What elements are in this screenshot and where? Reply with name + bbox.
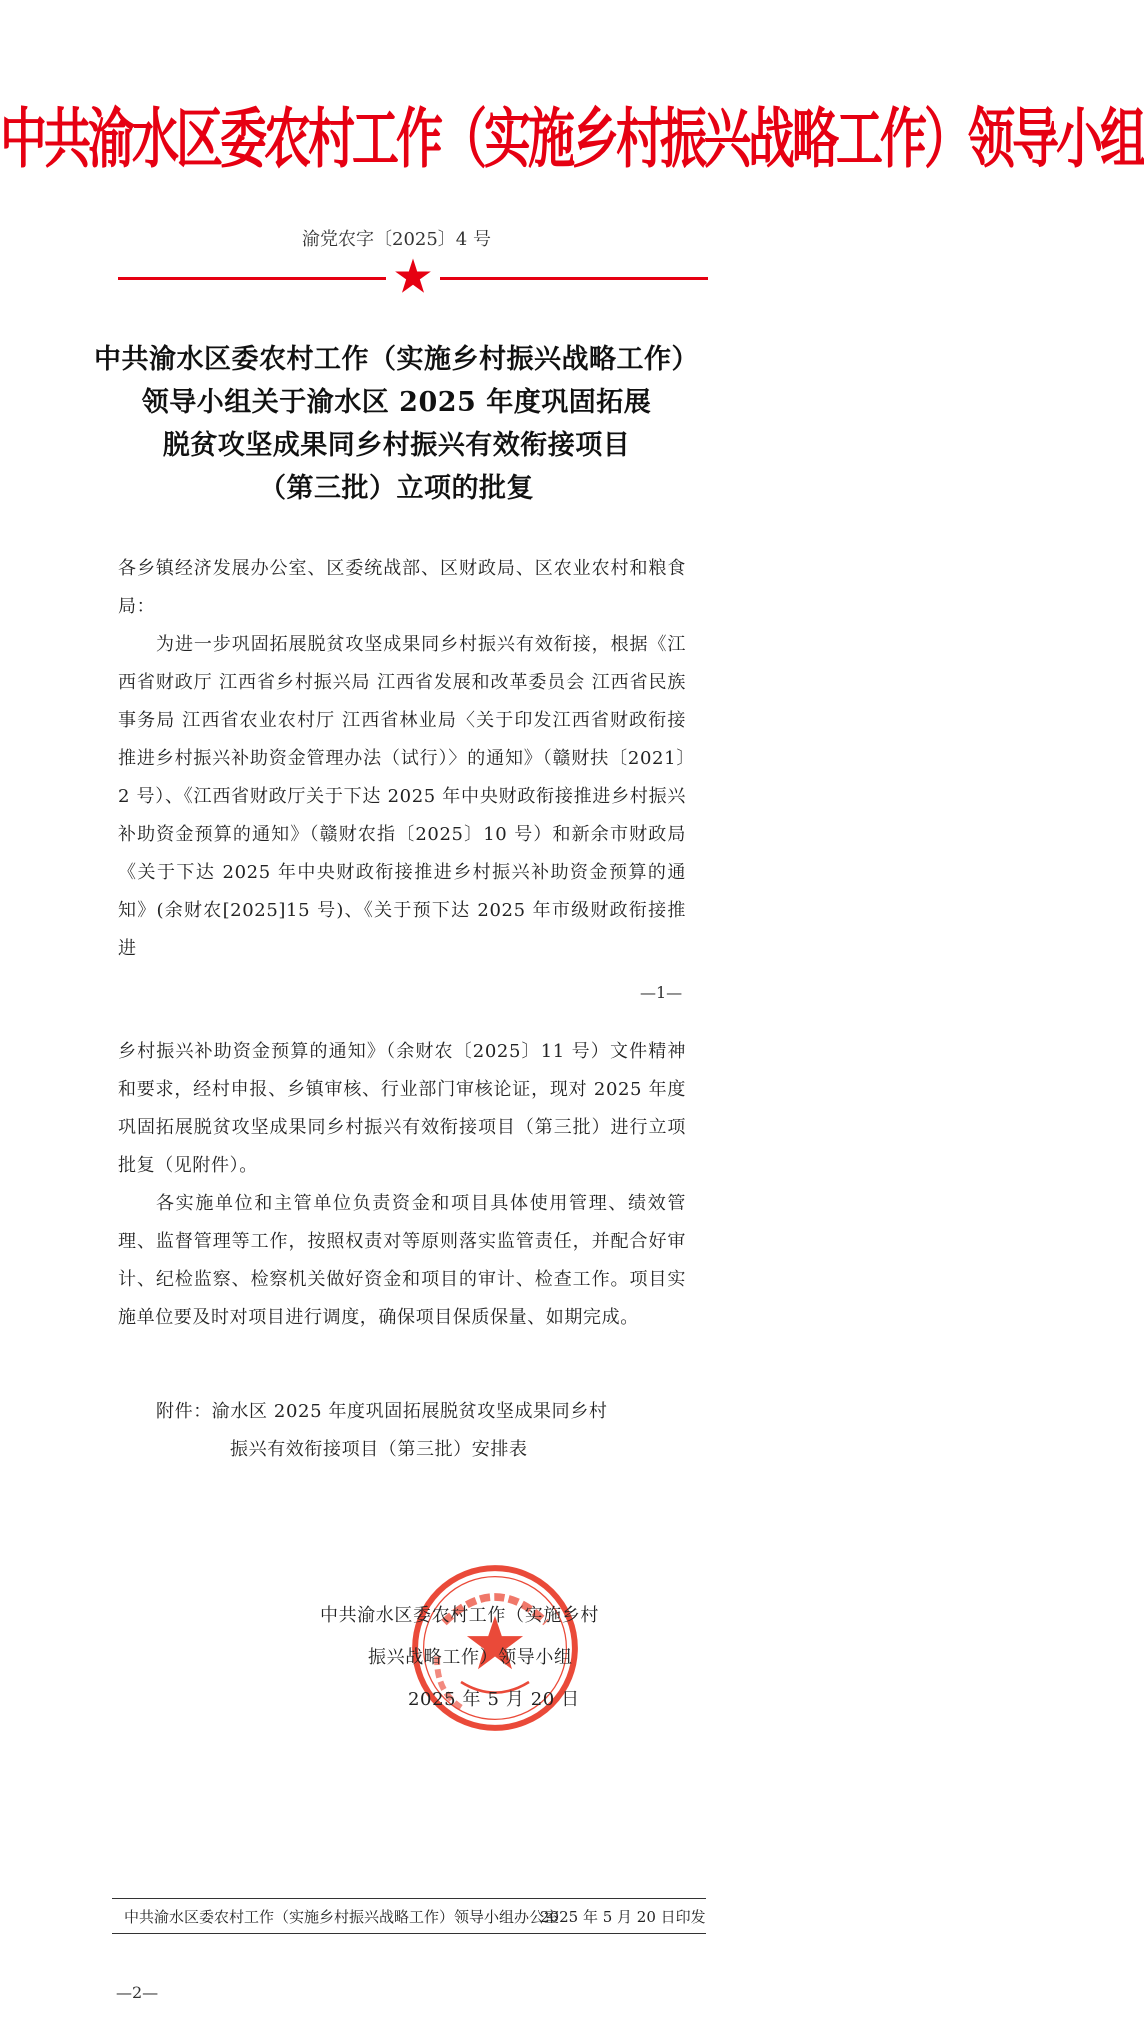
page-number-2: —2— xyxy=(116,1983,159,2002)
title-line: （第三批）立项的批复 xyxy=(259,473,534,504)
footer-rule-bottom xyxy=(112,1933,706,1934)
attachment-line: 附件：渝水区 2025 年度巩固拓展脱贫攻坚成果同乡村 xyxy=(156,1401,608,1422)
attachment-line: 振兴有效衔接项目（第三批）安排表 xyxy=(230,1439,528,1460)
document-title xyxy=(90,338,703,510)
red-star-icon xyxy=(394,257,432,295)
title-line: 中共渝水区委农村工作（实施乡村振兴战略工作） xyxy=(94,344,699,375)
signature-organization: 中共渝水区委农村工作（实施乡村 xyxy=(320,1605,599,1626)
document-number: 渝党农字〔2025〕4 号 xyxy=(302,229,491,250)
body-paragraph-1-continued: 乡村振兴补助资金预算的通知》（余财农〔2025〕11 号）文件精神和要求，经村申报、乡镇审核、行业部门审核论证，现对 2025 年度巩固拓展脱贫攻坚成果同乡村振兴有效衔接项目（第三批）进行立项批复（见附件）。 xyxy=(118,1041,686,1176)
signature-date: 2025 年 5 月 20 日 xyxy=(408,1689,580,1710)
issuer-office: 中共渝水区委农村工作（实施乡村振兴战略工作）领导小组办公室 xyxy=(124,1908,560,1926)
signature-organization: 振兴战略工作）领导小组 xyxy=(368,1647,573,1668)
page-number-1: —1— xyxy=(640,983,683,1002)
footer-rule-top xyxy=(112,1898,706,1899)
print-date: 2025 年 5 月 20 日印发 xyxy=(540,1908,706,1926)
red-header-title: 中共渝水区委农村工作（实施乡村振兴战略工作）领导小组 xyxy=(0,101,1144,178)
body-paragraph-2: 各实施单位和主管单位负责资金和项目具体使用管理、绩效管理、监督管理等工作，按照权责对等原则落实监管责任，并配合好审计、纪检监察、检察机关做好资金和项目的审计、检查工作。项目实施单位要及时对项目进行调度，确保项目保质保量、如期完成。 xyxy=(118,1193,686,1328)
recipients: 各乡镇经济发展办公室、区委统战部、区财政局、区农业农村和粮食局： xyxy=(118,558,686,617)
red-divider-right xyxy=(440,277,708,280)
title-line: 领导小组关于渝水区 2025 年度巩固拓展 xyxy=(141,387,652,418)
body-paragraph-1: 为进一步巩固拓展脱贫攻坚成果同乡村振兴有效衔接，根据《江西省财政厅 江西省乡村振兴局 江西省发展和改革委员会 江西省民族事务局 江西省农业农村厅 江西省林业局〈关于印发江西省财政衔接推进乡村振兴补助资金管理办法（试行）〉的通知》（赣财扶〔2021〕2 号）、《江西省财政厅关于下达 2025 年中央财政衔接推进乡村振兴补助资金预算的通知》（赣财农指〔2025〕10 号）和新余市财政局《关于下达 2025 年中央财政衔接推进乡村振兴补助资金预算的通知》(余财农[2025]15 号)、《关于预下达 2025 年市级财政衔接推进 xyxy=(118,634,686,959)
red-divider-left xyxy=(118,277,386,280)
title-line: 脱贫攻坚成果同乡村振兴有效衔接项目 xyxy=(162,430,631,461)
